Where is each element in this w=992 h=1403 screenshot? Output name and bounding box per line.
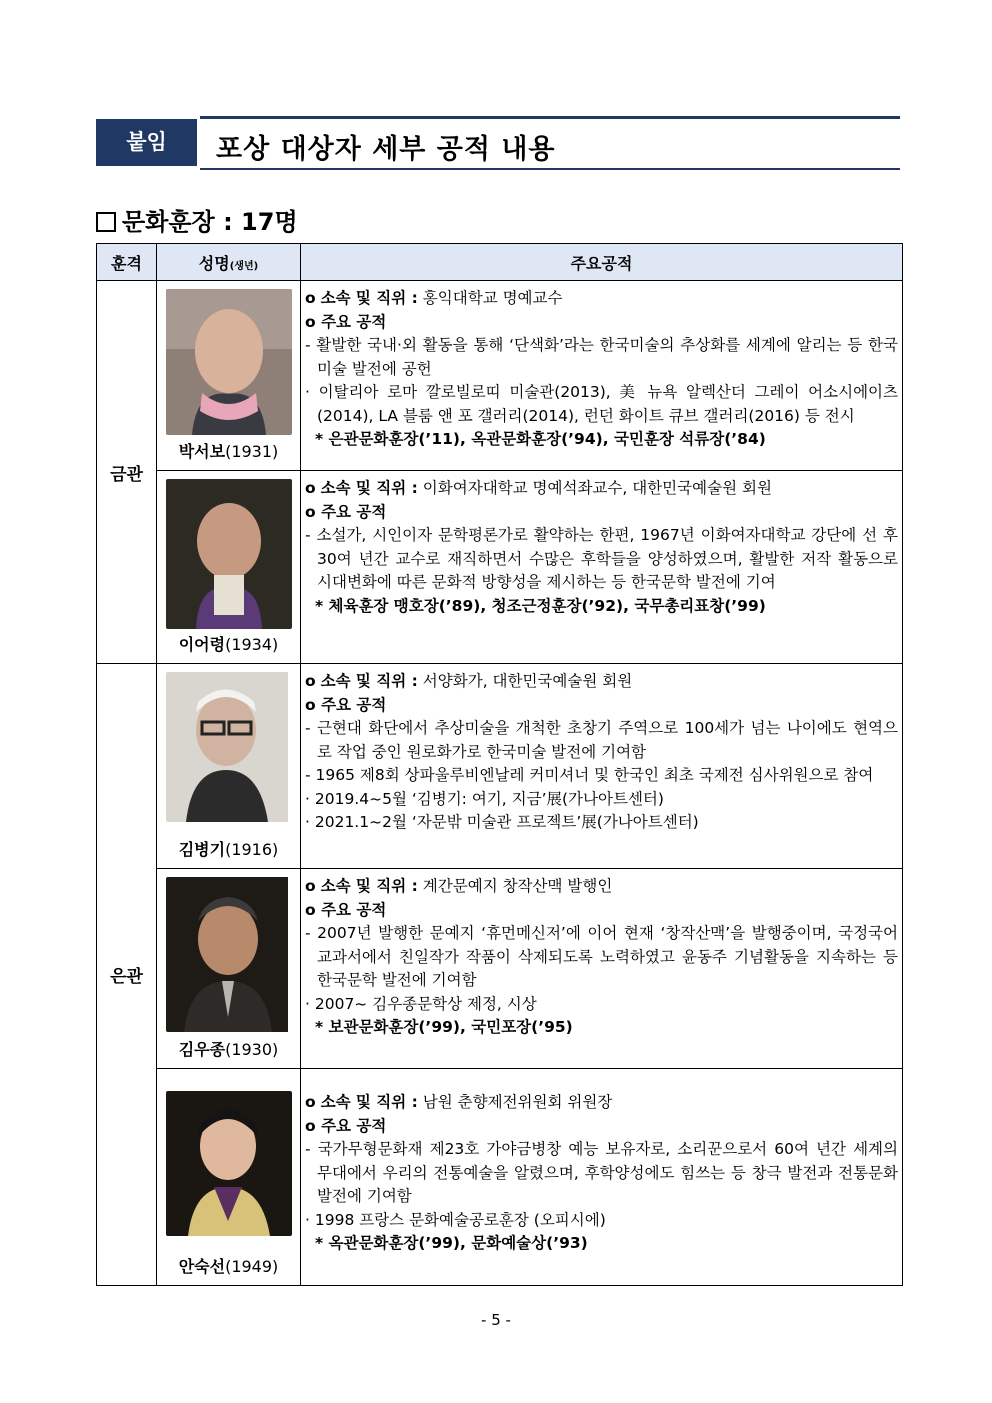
person-name: 김우종(1930) xyxy=(178,1040,279,1059)
header-merit: 주요공적 xyxy=(301,244,903,281)
merit-cell: o 소속 및 직위 : 계간문예지 창작산맥 발행인 o 주요 공적 - 2007년 발행한 문예지 ‘휴먼메신저’에 이어 현재 ‘창작산맥’을 발행중이며, 국정국어교과서에서 친일작가 작품이 삭제되도록 노력하였고 윤동주 기념활동을 지속하는 등 한국문학 발전에 기여함 · 2007~ 김우종문학상 제정, 시상 * 보관문화훈장(’99), 국민포장(’95) xyxy=(301,869,903,1069)
merit-line: · 2021.1~2월 ‘자문밖 미술관 프로젝트’展(가나아트센터) xyxy=(305,813,699,831)
award-table xyxy=(96,243,903,1286)
attachment-badge: 붙임 xyxy=(96,119,197,166)
person-name: 박서보(1931) xyxy=(178,442,279,461)
affiliation: 계간문예지 창작산맥 발행인 xyxy=(422,877,613,895)
merit-line: - 1965 제8회 상파울루비엔날레 커미셔너 및 한국인 최초 국제전 심사위원으로 참여 xyxy=(305,766,874,784)
affiliation: 남원 춘향제전위원회 위원장 xyxy=(422,1093,613,1111)
section-heading xyxy=(96,202,298,237)
person-cell xyxy=(157,664,301,869)
table-row xyxy=(97,869,903,1069)
person-cell xyxy=(157,1069,301,1286)
portrait-photo xyxy=(166,479,292,629)
affiliation: 이화여자대학교 명예석좌교수, 대한민국예술원 회원 xyxy=(422,479,772,497)
merit-line: - 근현대 화단에서 추상미술을 개척한 초창기 주역으로 100세가 넘는 나이에도 현역으로 작업 중인 원로화가로 한국미술 발전에 기여함 xyxy=(305,719,898,761)
table-row xyxy=(97,281,903,471)
merit-line: - 국가무형문화재 제23호 가야금병창 예능 보유자로, 소리꾼으로서 60여 년간 세계의 무대에서 우리의 전통예술을 알렸으며, 후학양성에도 힘쓰는 등 창극 발전과 전통문화 발전에 기여함 xyxy=(305,1140,898,1205)
table-row xyxy=(97,471,903,664)
portrait-photo xyxy=(166,877,292,1032)
person-name: 김병기(1916) xyxy=(178,840,279,859)
merit-line: · 2019.4~5월 ‘김병기: 여기, 지금’展(가나아트센터) xyxy=(305,789,664,808)
merit-line: · 이탈리아 로마 깔로빌로띠 미술관(2013), 美 뉴욕 알렉산더 그레이 어소시에이츠(2014), LA 블룸 앤 포 갤러리(2014), 런던 화이트 큐브 갤러리(2016) 등 전시 xyxy=(305,383,898,425)
affiliation: 홍익대학교 명예교수 xyxy=(422,289,563,307)
portrait-photo xyxy=(166,1091,292,1236)
affiliation: 서양화가, 대한민국예술원 회원 xyxy=(422,672,633,690)
person-name: 이어령(1934) xyxy=(178,635,279,654)
table-header-row xyxy=(97,244,903,281)
merit-line: - 활발한 국내·외 활동을 통해 ‘단색화’라는 한국미술의 추상화를 세계에 알리는 등 한국미술 발전에 공헌 xyxy=(305,336,898,378)
checkbox-square-icon xyxy=(96,212,116,232)
merit-line: · 2007~ 김우종문학상 제정, 시상 xyxy=(305,994,537,1013)
honors-line: * 옥관문화훈장(’99), 문화예술상(’93) xyxy=(315,1234,588,1252)
title-box xyxy=(200,116,900,170)
person-cell xyxy=(157,869,301,1069)
page-banner xyxy=(96,116,900,168)
merit-line: - 소설가, 시인이자 문학평론가로 활약하는 한편, 1967년 이화여자대학교 강단에 선 후 30여 년간 교수로 재직하면서 수많은 후학들을 양성하였으며, 활발한 저작 활동으로 시대변화에 따른 문화적 방향성을 제시하는 등 한국문학 발전에 기여 xyxy=(305,526,898,591)
page-title: 포상 대상자 세부 공적 내용 xyxy=(216,134,556,165)
person-name: 안숙선(1949) xyxy=(178,1257,279,1276)
merit-line: · 1998 프랑스 문화예술공로훈장 (오피시에) xyxy=(305,1210,606,1229)
honors-line: * 체육훈장 맹호장(’89), 청조근정훈장(’92), 국무총리표창(’99) xyxy=(315,596,766,615)
table-row xyxy=(97,664,903,869)
person-cell xyxy=(157,281,301,471)
portrait-photo xyxy=(166,289,292,435)
merit-line: - 2007년 발행한 문예지 ‘휴먼메신저’에 이어 현재 ‘창작산맥’을 발행중이며, 국정국어교과서에서 친일작가 작품이 삭제되도록 노력하였고 윤동주 기념활동을 지속하는 등 한국문학 발전에 기여함 xyxy=(305,924,898,989)
page-number: - 5 - xyxy=(481,1311,511,1329)
merit-cell: o 소속 및 직위 : 이화여자대학교 명예석좌교수, 대한민국예술원 회원 o 주요 공적 - 소설가, 시인이자 문학평론가로 활약하는 한편, 1967년 이화여자대학교 강단에 선 후 30여 년간 교수로 재직하면서 수많은 후학들을 양성하였으며, 활발한 저작 활동으로 시대변화에 따른 문화적 방향성을 제시하는 등 한국문학 발전에 기여 * 체육훈장 맹호장(’89), 청조근정훈장(’92), 국무총리표창(’99) xyxy=(301,471,903,664)
grade-silver: 은관 xyxy=(97,664,157,1286)
merit-cell: o 소속 및 직위 : 남원 춘향제전위원회 위원장 o 주요 공적 - 국가무형문화재 제23호 가야금병창 예능 보유자로, 소리꾼으로서 60여 년간 세계의 무대에서 우리의 전통예술을 알렸으며, 후학양성에도 힘쓰는 등 창극 발전과 전통문화 발전에 기여함 · 1998 프랑스 문화예술공로훈장 (오피시에) * 옥관문화훈장(’99), 문화예술상(’93) xyxy=(301,1069,903,1286)
person-cell xyxy=(157,471,301,664)
section-title: 문화훈장 : 17명 xyxy=(122,208,298,236)
portrait-photo xyxy=(166,672,292,822)
honors-line: * 보관문화훈장(’99), 국민포장(’95) xyxy=(315,1018,573,1036)
table-row xyxy=(97,1069,903,1286)
merit-cell: o 소속 및 직위 : 홍익대학교 명예교수 o 주요 공적 - 활발한 국내·외 활동을 통해 ‘단색화’라는 한국미술의 추상화를 세계에 알리는 등 한국미술 발전에 공헌 · 이탈리아 로마 깔로빌로띠 미술관(2013), 美 뉴욕 알렉산더 그레이 어소시에이츠(2014), LA 블룸 앤 포 갤러리(2014), 런던 화이트 큐브 갤러리(2016) 등 전시 * 은관문화훈장(’11), 옥관문화훈장(’94), 국민훈장 석류장(’84) xyxy=(301,281,903,471)
header-name: 성명(생년) xyxy=(157,244,301,281)
header-grade: 훈격 xyxy=(97,244,157,281)
honors-line: * 은관문화훈장(’11), 옥관문화훈장(’94), 국민훈장 석류장(’84) xyxy=(315,430,766,448)
merit-cell: o 소속 및 직위 : 서양화가, 대한민국예술원 회원 o 주요 공적 - 근현대 화단에서 추상미술을 개척한 초창기 주역으로 100세가 넘는 나이에도 현역으로 작업 중인 원로화가로 한국미술 발전에 기여함 - 1965 제8회 상파울루비엔날레 커미셔너 및 한국인 최초 국제전 심사위원으로 참여 · 2019.4~5월 ‘김병기: 여기, 지금’展(가나아트센터) · 2021.1~2월 ‘자문밖 미술관 프로젝트’展(가나아트센터) xyxy=(301,664,903,869)
grade-gold: 금관 xyxy=(97,281,157,664)
